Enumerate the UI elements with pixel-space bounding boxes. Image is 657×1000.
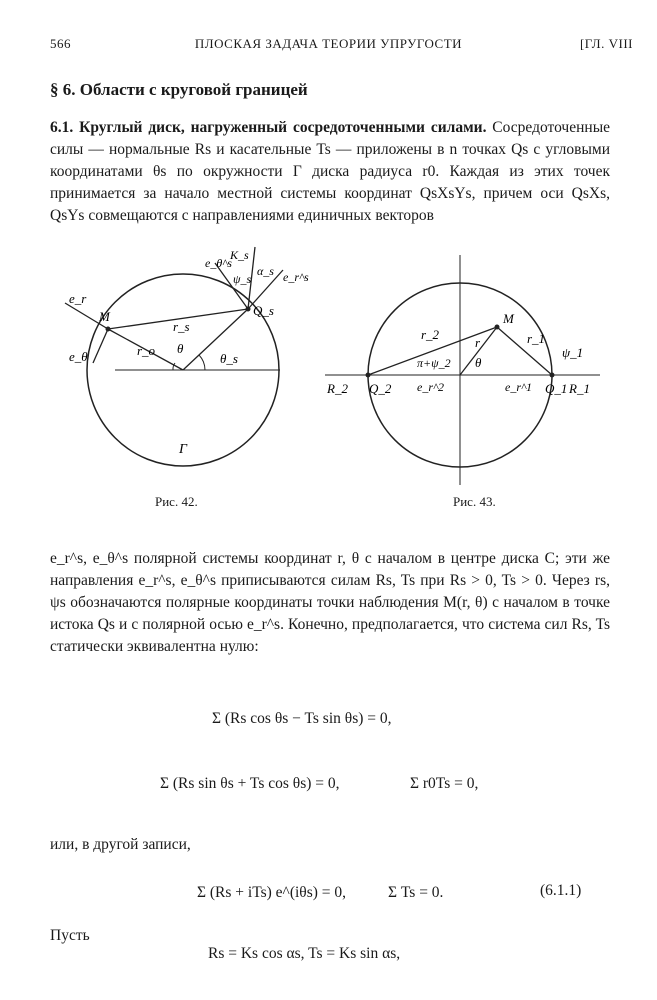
paragraph-2: e_r^s, e_θ^s полярной системы координат r, θ с началом в центре диска C; эти же направления e_r^s, e_θ^s приписываются силам Rs, Ts при Rs > 0, Ts > 0. Через rs, ψs обозначаются полярные координаты точки наблюдения M(r, θ) с началом в точке истока Qs и с полярной осью e_r^s. Конечно, предполагается, что система сил Rs, Ts статически эквивалентна нулю: (50, 550, 610, 655)
paragraph-1-text: Сосредоточенные силы — нормальные Rs и касательные Ts — приложены в n точках Qs с угловыми координатами θs по окружности Γ диска радиуса r0. Каждая из этих точек принимается за начало местной системы координат QsXsYs, причем оси QsXs, QsYs совмещаются с направлениями единичных векторов (50, 119, 610, 224)
page-number: 566 (50, 36, 71, 51)
chapter-label: [ГЛ. VIII (579, 36, 633, 51)
fig42-label-ethetas: e_θ^s (205, 256, 232, 270)
fig43-label-er2: e_r^2 (417, 380, 445, 394)
fig43-label-r2: r_2 (421, 327, 440, 342)
equation-6: Rs = Ks cos αs, Ts = Ks sin αs, (208, 945, 401, 962)
equation-5: Σ Ts = 0. (388, 884, 444, 901)
figure-42-caption: Рис. 42. (155, 494, 198, 509)
figure-43-caption: Рис. 43. (453, 494, 496, 509)
fig43-label-theta: θ (475, 355, 482, 370)
fig42-label-alphas: α_s (257, 264, 274, 278)
figure-42 (55, 245, 315, 495)
fig42-label-thetas: θ_s (220, 351, 238, 366)
equation-number: (6.1.1) (540, 882, 582, 899)
equation-1: Σ (Rs cos θs − Ts sin θs) = 0, (212, 710, 392, 727)
fig42-label-ers: e_r^s (283, 270, 309, 284)
fig43-label-pi-psi2: π+ψ_2 (417, 356, 451, 370)
fig42-label-r0: r_o (137, 343, 156, 358)
fig42-label-Qs: Q_s (253, 303, 274, 318)
fig42-label-theta: θ (177, 341, 184, 356)
or-text: или, в другой записи, (50, 836, 191, 853)
fig42-label-M: M (99, 309, 110, 324)
equation-4: Σ (Rs + iTs) e^(iθs) = 0, (197, 884, 347, 901)
fig43-label-er1: e_r^1 (505, 380, 533, 394)
fig42-label-psis: ψ_s (233, 272, 252, 286)
fig43-label-psi1: ψ_1 (562, 345, 584, 360)
fig43-label-r1: r_1 (527, 331, 546, 346)
fig42-label-etheta: e_θ (69, 349, 88, 364)
figure-43 (325, 255, 600, 485)
fig43-label-R1: R_1 (569, 381, 590, 396)
fig42-label-er: e_r (69, 291, 87, 306)
equation-3: Σ r0Ts = 0, (410, 775, 479, 792)
fig42-label-Gamma: Γ (179, 442, 187, 457)
fig43-label-R2: R_2 (327, 381, 348, 396)
paragraph-1 (50, 117, 610, 227)
fig43-label-M: M (503, 311, 514, 326)
fig43-label-Q2: Q_2 (369, 381, 392, 396)
running-title: ПЛОСКАЯ ЗАДАЧА ТЕОРИИ УПРУГОСТИ (194, 36, 463, 51)
section-title: § 6. Области с круговой границей (50, 80, 308, 99)
pust-text: Пусть (50, 927, 90, 944)
equation-2: Σ (Rs sin θs + Ts cos θs) = 0, (160, 775, 340, 792)
fig42-label-Ks: K_s (230, 248, 249, 262)
fig43-label-r: r (475, 335, 481, 350)
subsection-title: 6.1. Круглый диск, нагруженный сосредоточенными силами. (50, 119, 487, 136)
fig42-label-rs: r_s (173, 319, 190, 334)
fig43-label-Q1: Q_1 (545, 381, 568, 396)
